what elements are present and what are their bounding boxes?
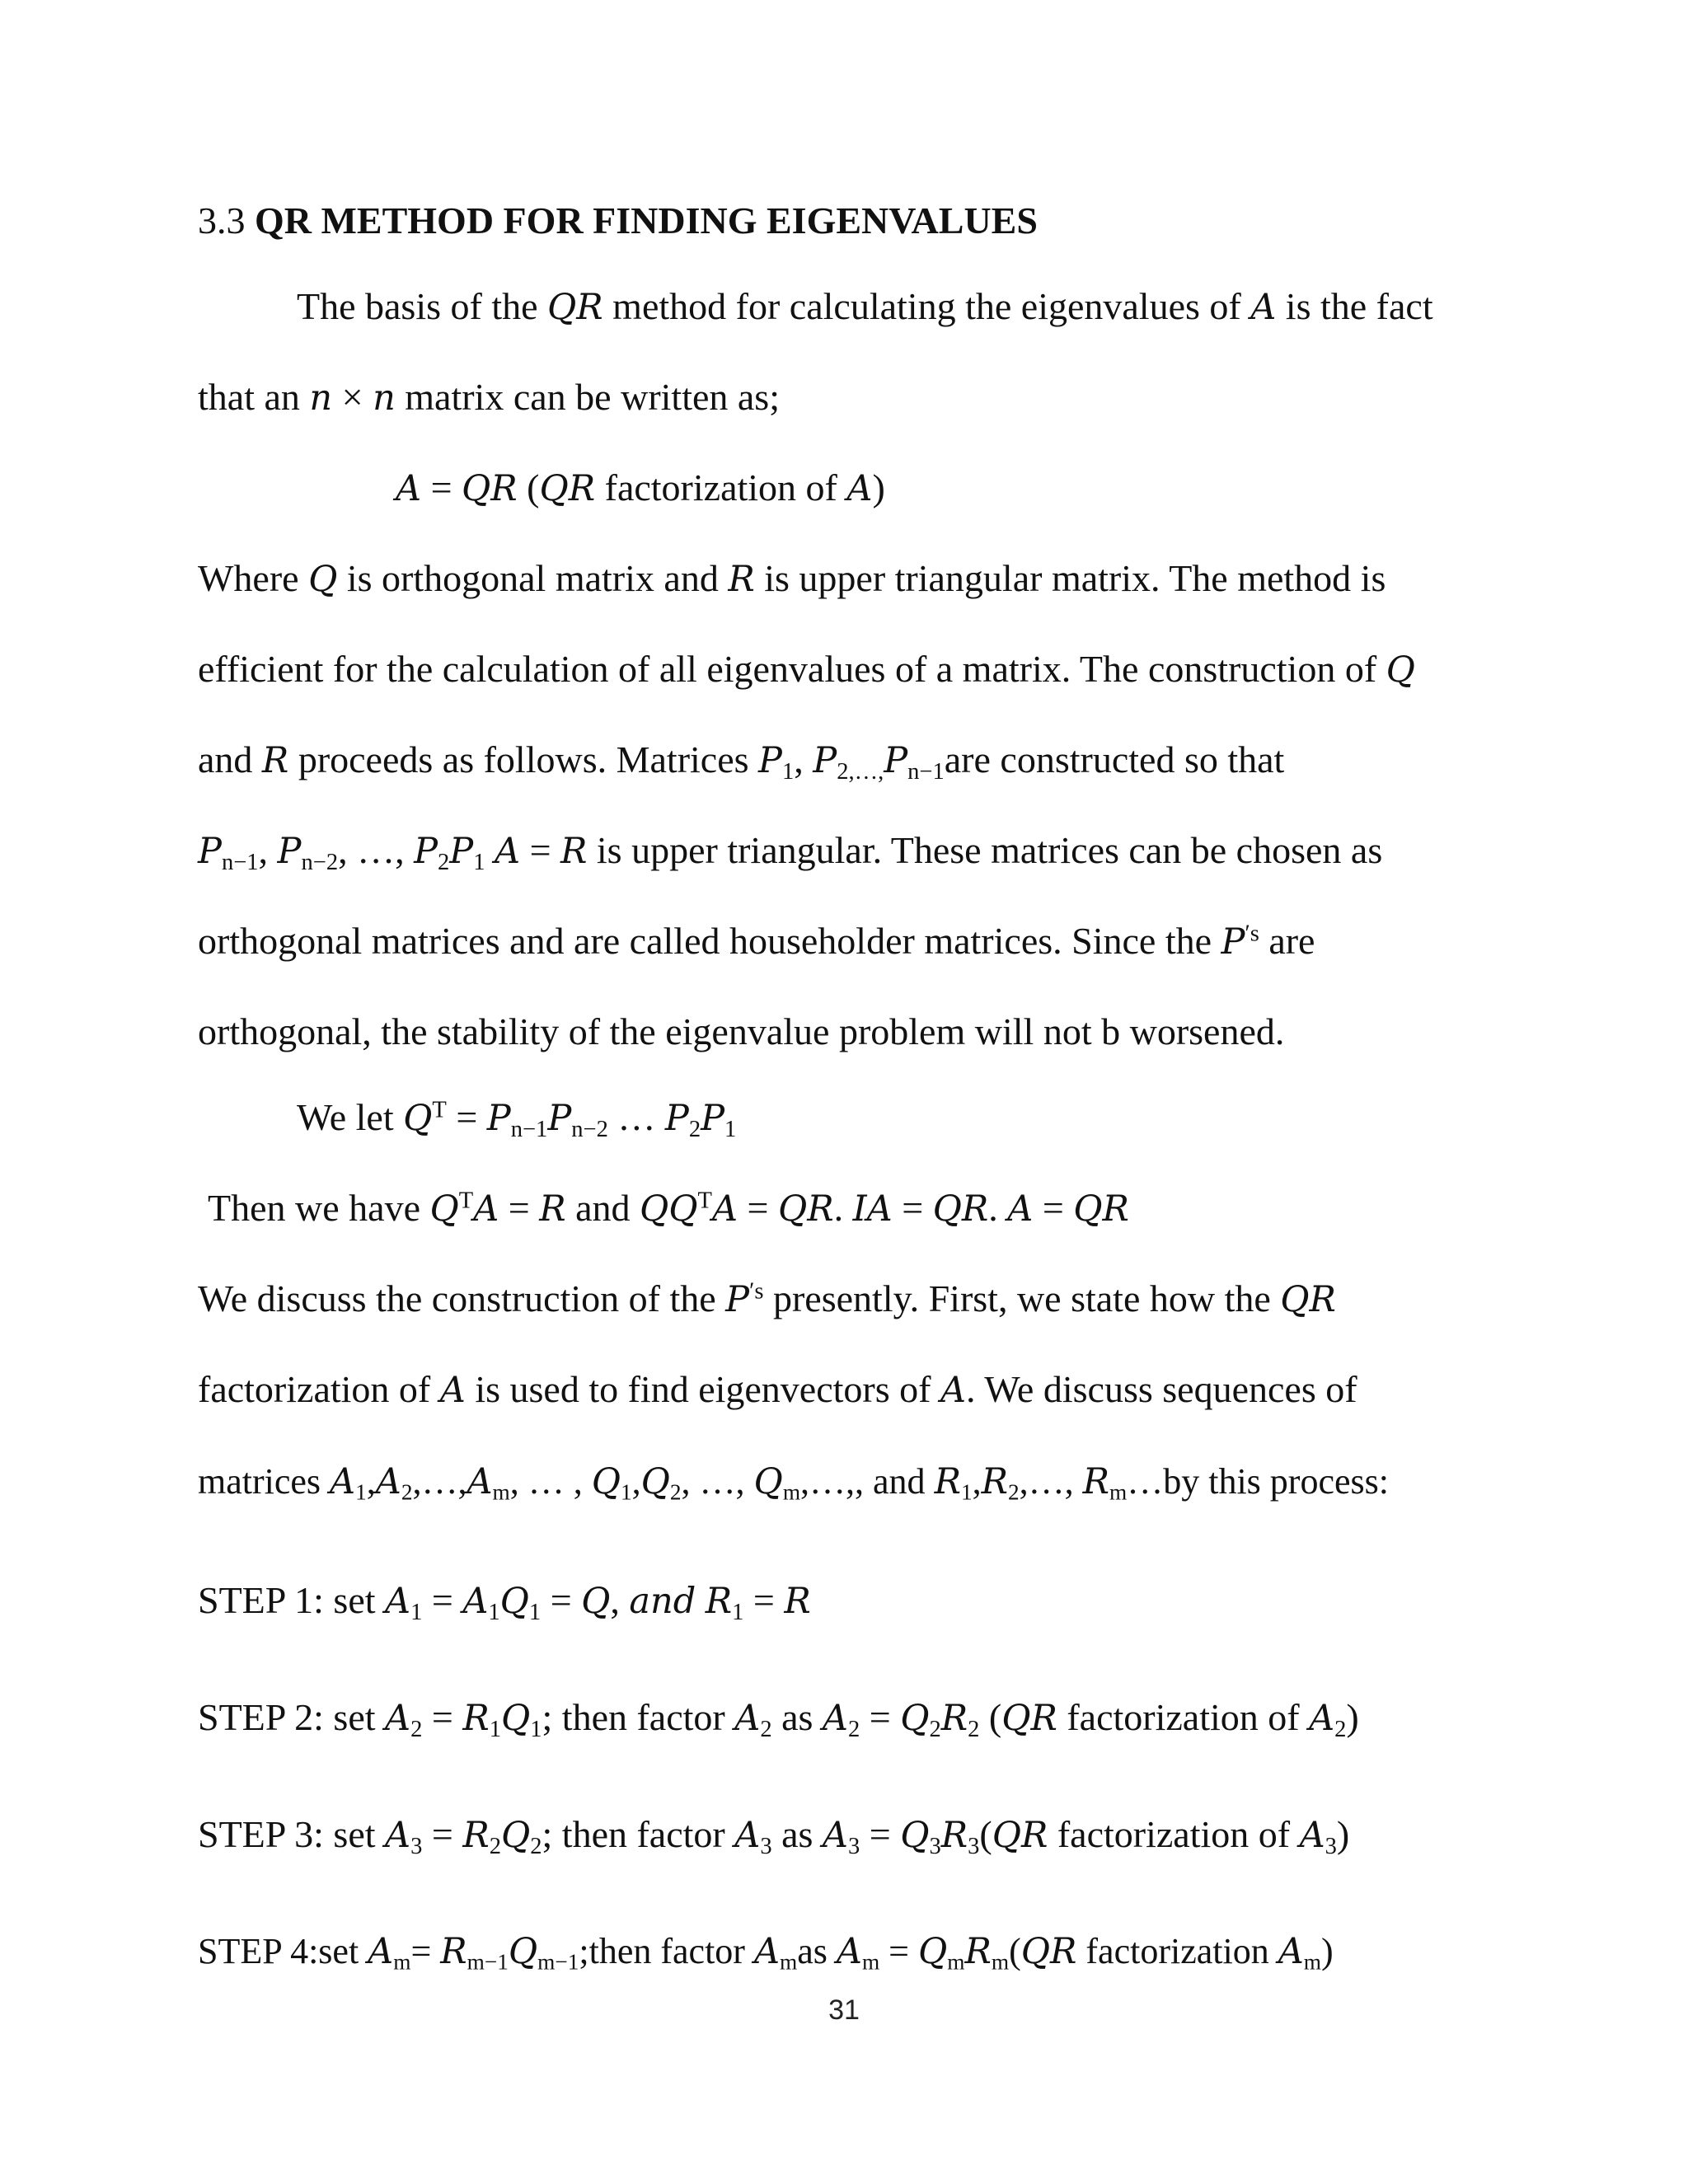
superscript: ′s	[1245, 921, 1259, 947]
text-span: factorization	[1076, 1931, 1278, 1971]
subscript: 1	[528, 1599, 542, 1625]
text-span: )	[1336, 1813, 1350, 1855]
math-a: A	[711, 1188, 738, 1230]
text-span: (	[979, 1696, 1002, 1738]
text-span: , and	[855, 1461, 935, 1502]
subscript: 2	[438, 849, 450, 875]
math-a: A	[753, 1931, 781, 1972]
text-span: factorization of	[1048, 1813, 1300, 1855]
subscript: 2	[760, 1716, 772, 1742]
step-label: STEP 2: set	[198, 1696, 386, 1738]
math-a: A	[1007, 1188, 1034, 1230]
subscript: 2	[401, 1479, 413, 1505]
subscript: n−2	[571, 1116, 608, 1142]
text-span: .	[988, 1187, 1008, 1229]
math-a: A	[822, 1815, 848, 1856]
text-span: is orthogonal matrix and	[337, 557, 729, 599]
subscript: 2	[847, 1716, 860, 1742]
math-r: R	[784, 1581, 811, 1622]
math-a: A	[467, 1461, 493, 1502]
math-qr: QR	[1001, 1698, 1057, 1739]
text-span: , …,	[338, 829, 415, 871]
math-a: A	[375, 1461, 401, 1502]
subscript: 2	[410, 1716, 423, 1742]
math-p: P	[486, 1098, 511, 1139]
text-span: Then we have	[208, 1187, 430, 1229]
math-a: A	[385, 1698, 411, 1739]
subscript: m	[492, 1479, 510, 1505]
math-p: P	[725, 1279, 750, 1320]
step-label: STEP 4:set	[198, 1931, 368, 1971]
math-a: A	[940, 1370, 967, 1411]
math-p: P	[664, 1098, 689, 1139]
text-span: factorization of	[198, 1368, 440, 1410]
text-span: is used to find eigenvectors of	[465, 1368, 940, 1410]
math-r: R	[440, 1931, 467, 1972]
math-q: Q	[581, 1581, 611, 1622]
math-r: R	[462, 1698, 490, 1739]
subscript: m	[991, 1949, 1010, 1975]
equation-qr-factorization	[396, 463, 1523, 513]
subscript: m	[1109, 1479, 1128, 1505]
math-r: R	[462, 1815, 490, 1856]
text-span: and	[198, 738, 262, 780]
math-qr: QR	[932, 1188, 989, 1230]
step-label: STEP 3: set	[198, 1813, 386, 1855]
paragraph-line-12	[198, 1274, 1523, 1324]
math-q: Q	[429, 1188, 459, 1230]
paragraph-line-4	[198, 554, 1523, 604]
text-span: =	[738, 1187, 778, 1229]
math-and: and	[629, 1581, 696, 1622]
math-a: A	[473, 1188, 499, 1230]
text-span: factorization of	[595, 466, 847, 509]
text-span: ,…,	[800, 1461, 856, 1502]
paragraph-line-9: orthogonal, the stability of the eigenvalue problem will not b worsened.	[198, 1010, 1285, 1052]
step-1: STEP 1: set $A_1 = A_1Q_1 = Q$, and $R_1 = R$	[198, 1579, 811, 1625]
text-span: We let	[297, 1096, 404, 1138]
subscript: n−1	[221, 849, 259, 875]
paragraph-line-8	[198, 916, 1523, 967]
subscript: 3	[847, 1833, 860, 1859]
text-span: .	[833, 1187, 853, 1229]
math-q: Q	[900, 1698, 930, 1739]
text-span: =	[860, 1696, 901, 1738]
subscript: 1	[530, 1716, 542, 1742]
subscript: 1	[781, 758, 795, 785]
subscript: m	[861, 1949, 880, 1975]
math-p: P	[198, 831, 222, 872]
subscript: 2	[530, 1833, 542, 1859]
text-span: )	[1346, 1696, 1359, 1738]
math-a: A	[846, 468, 873, 509]
math-r: R	[728, 559, 755, 600]
subscript: 1	[960, 1479, 973, 1505]
math-a: A	[1250, 287, 1277, 328]
math-p: P	[414, 831, 438, 872]
subscript: 2	[1334, 1716, 1347, 1742]
subscript: 1	[410, 1599, 423, 1625]
subscript: n−1	[510, 1116, 548, 1142]
math-a: A	[330, 1461, 356, 1502]
math-r: R	[1082, 1461, 1110, 1502]
math-q: Q	[640, 1188, 669, 1230]
paragraph-line-2	[198, 373, 1523, 423]
math-qr: QR	[462, 468, 518, 509]
math-qr: QR	[539, 468, 596, 509]
paragraph-line-5	[198, 644, 1523, 695]
subscript: 2	[669, 1479, 682, 1505]
math-r: R	[964, 1931, 992, 1972]
text-span: ,	[794, 738, 814, 780]
section-heading	[198, 196, 1523, 246]
subscript: 1	[724, 1116, 737, 1142]
subscript: 3	[1325, 1833, 1337, 1859]
paragraph-line-14: matrices $A_1,A_2,\dots,A_m$, … , $Q_1,Q_2$, …, $Q_m,\dots$,, and $R_1,R_2,\dots$, $R_m\dots by$ this process:	[198, 1461, 1389, 1505]
text-span: is the fact	[1276, 285, 1433, 327]
math-p: P	[449, 831, 474, 872]
math-a: A	[836, 1931, 862, 1972]
math-p: P	[884, 740, 908, 781]
superscript: T	[697, 1188, 712, 1214]
math-a: A	[439, 1370, 466, 1411]
paragraph-line-13	[198, 1365, 1523, 1415]
math-q: Q	[668, 1188, 698, 1230]
math-a: A	[866, 1188, 893, 1230]
text-span: ; then factor	[542, 1696, 735, 1738]
math-qr: QR	[547, 287, 603, 328]
subscript: 1	[489, 1716, 501, 1742]
math-qr: QR	[1020, 1931, 1077, 1972]
subscript: 2	[688, 1116, 701, 1142]
math-q: Q	[499, 1581, 529, 1622]
text-span: =	[422, 1696, 463, 1738]
step-2	[198, 1693, 1523, 1743]
math-a: A	[734, 1815, 761, 1856]
text-span: =	[520, 829, 561, 871]
text-span: We discuss the construction of the	[198, 1277, 726, 1319]
text-span: as	[771, 1696, 823, 1738]
text-span: proceeds as follows. Matrices	[288, 738, 759, 780]
subscript: m	[782, 1479, 801, 1505]
text-span: The basis of the	[297, 285, 548, 327]
text-span: ×	[332, 376, 373, 418]
math-r: R	[981, 1461, 1008, 1502]
math-p: P	[1221, 921, 1245, 963]
math-p: P	[701, 1098, 725, 1139]
subscript: 1	[621, 1479, 632, 1505]
text-span: =	[422, 1579, 463, 1621]
section-title: QR METHOD FOR FINDING EIGENVALUES	[255, 199, 1038, 241]
text-span: ;then factor	[579, 1931, 754, 1971]
text-span: =	[860, 1813, 901, 1855]
section-number: 3.3	[198, 199, 246, 241]
equation-then-we-have	[208, 1183, 1523, 1234]
text-span: =	[421, 466, 462, 509]
subscript: n−2	[301, 849, 339, 875]
text-span: )	[872, 466, 885, 509]
math-q: Q	[403, 1098, 433, 1139]
subscript: 2	[968, 1716, 980, 1742]
text-span: method for calculating the eigenvalues of	[603, 285, 1251, 327]
math-qr: QR	[777, 1188, 834, 1230]
subscript: 3	[968, 1833, 980, 1859]
math-a: A	[1278, 1931, 1304, 1972]
math-r: R	[934, 1461, 961, 1502]
math-qr: QR	[1280, 1279, 1336, 1320]
text-span: presently. First, we state how the	[763, 1277, 1281, 1319]
subscript: 2	[489, 1833, 501, 1859]
paragraph-line-6	[198, 735, 1523, 785]
subscript: 1	[488, 1599, 500, 1625]
subscript: m	[780, 1949, 798, 1975]
math-a: A	[368, 1931, 394, 1972]
math-a: A	[495, 831, 521, 872]
subscript: 2,…,	[837, 758, 884, 785]
text-span: matrix can be written as;	[395, 376, 780, 418]
text-span: =	[446, 1096, 487, 1138]
subscript: 1	[473, 849, 485, 875]
text-span: , … ,	[509, 1461, 592, 1502]
text-span: that an	[198, 376, 310, 418]
math-q: Q	[753, 1461, 783, 1502]
math-q: Q	[500, 1698, 531, 1739]
subscript: 1	[355, 1479, 367, 1505]
text-span: =	[743, 1579, 785, 1621]
text-span: =	[499, 1187, 540, 1229]
math-r: R	[705, 1581, 733, 1622]
math-a: A	[462, 1581, 489, 1622]
math-r: R	[261, 740, 289, 781]
text-span: efficient for the calculation of all eigenvalues of a matrix. The construction of	[198, 648, 1386, 690]
subscript: 2	[1007, 1479, 1020, 1505]
math-r: R	[539, 1188, 566, 1230]
math-q: Q	[308, 559, 338, 600]
text-span: is upper triangular. These matrices can be chosen as	[587, 829, 1383, 871]
math-q: Q	[508, 1931, 538, 1972]
math-a: A	[822, 1698, 848, 1739]
math-p: P	[547, 1098, 572, 1139]
text-span: are	[1259, 920, 1315, 962]
text-span: factorization of	[1057, 1696, 1310, 1738]
subscript: 3	[410, 1833, 423, 1859]
text-span: . We discuss sequences of	[966, 1368, 1357, 1410]
paragraph-line-1	[297, 282, 1523, 332]
math-q: Q	[900, 1815, 930, 1856]
math-q: Q	[500, 1815, 531, 1856]
text-span: as	[797, 1931, 837, 1971]
superscript: T	[458, 1188, 474, 1214]
math-a: A	[734, 1698, 761, 1739]
text-span: are constructed so that	[944, 738, 1285, 780]
text-span: =	[879, 1931, 918, 1971]
math-q: Q	[1386, 649, 1415, 691]
paragraph-line-7	[198, 826, 1523, 876]
math-r: R	[560, 831, 588, 872]
math-a: A	[1309, 1698, 1335, 1739]
math-r: R	[940, 1698, 968, 1739]
math-i: I	[852, 1188, 867, 1230]
superscript: T	[432, 1097, 447, 1123]
equation-qt-definition	[297, 1093, 1523, 1143]
text-span: orthogonal matrices and are called householder matrices. Since the	[198, 920, 1221, 962]
subscript: 3	[760, 1833, 772, 1859]
math-q: Q	[918, 1931, 948, 1972]
text-span: …by this process:	[1127, 1461, 1389, 1502]
text-span: ; then factor	[542, 1813, 735, 1855]
text-span: …	[607, 1096, 665, 1138]
text-span: and	[565, 1187, 640, 1229]
text-span: is upper triangular matrix. The method is	[754, 557, 1386, 599]
text-span: Where	[198, 557, 309, 599]
math-p: P	[813, 740, 837, 781]
subscript: m	[393, 1949, 411, 1975]
math-qr: QR	[1073, 1188, 1129, 1230]
math-qr: QR	[992, 1815, 1048, 1856]
text-span: ,…,	[412, 1461, 467, 1502]
math-a: A	[1299, 1815, 1325, 1856]
math-a: A	[385, 1815, 411, 1856]
math-a: A	[385, 1581, 411, 1622]
page-number: 31	[828, 1994, 860, 2026]
text-span: (	[517, 466, 540, 509]
step-4: STEP 4:set $A_m=$ $R_{m-1}Q_{m-1};then$ factor $A_mas$ $A_m = Q_mR_m(QR$ factorization $A_m$)	[198, 1931, 1334, 1975]
text-span: as	[771, 1813, 823, 1855]
step-label: STEP 1: set	[198, 1579, 386, 1621]
math-q: Q	[640, 1461, 670, 1502]
math-n: n	[309, 377, 333, 419]
subscript: n−1	[907, 758, 945, 785]
math-r: R	[940, 1815, 968, 1856]
subscript: m−1	[467, 1949, 509, 1975]
subscript: 2	[929, 1716, 941, 1742]
subscript: m−1	[537, 1949, 579, 1975]
text-span: matrices	[198, 1461, 331, 1502]
text-span: )	[1321, 1931, 1334, 1971]
subscript: 3	[929, 1833, 941, 1859]
text-span: =	[422, 1813, 463, 1855]
subscript: m	[947, 1949, 965, 1975]
text-span: =	[1033, 1187, 1074, 1229]
math-n: n	[373, 377, 396, 419]
step-3: STEP 3: set $A_3 = R_2Q_2$; then factor $A_3$ as $A_3 = Q_3R_3(QR$ factorization of $A_3$)	[198, 1813, 1350, 1859]
superscript: ′s	[749, 1278, 764, 1305]
text-span: =	[892, 1187, 933, 1229]
subscript: 1	[732, 1599, 744, 1625]
text-span: =	[541, 1579, 582, 1621]
subscript: m	[1303, 1949, 1321, 1975]
math-q: Q	[591, 1461, 621, 1502]
text-span: ,	[258, 829, 278, 871]
math-p: P	[277, 831, 302, 872]
math-a: A	[396, 468, 422, 509]
math-p: P	[758, 740, 782, 781]
